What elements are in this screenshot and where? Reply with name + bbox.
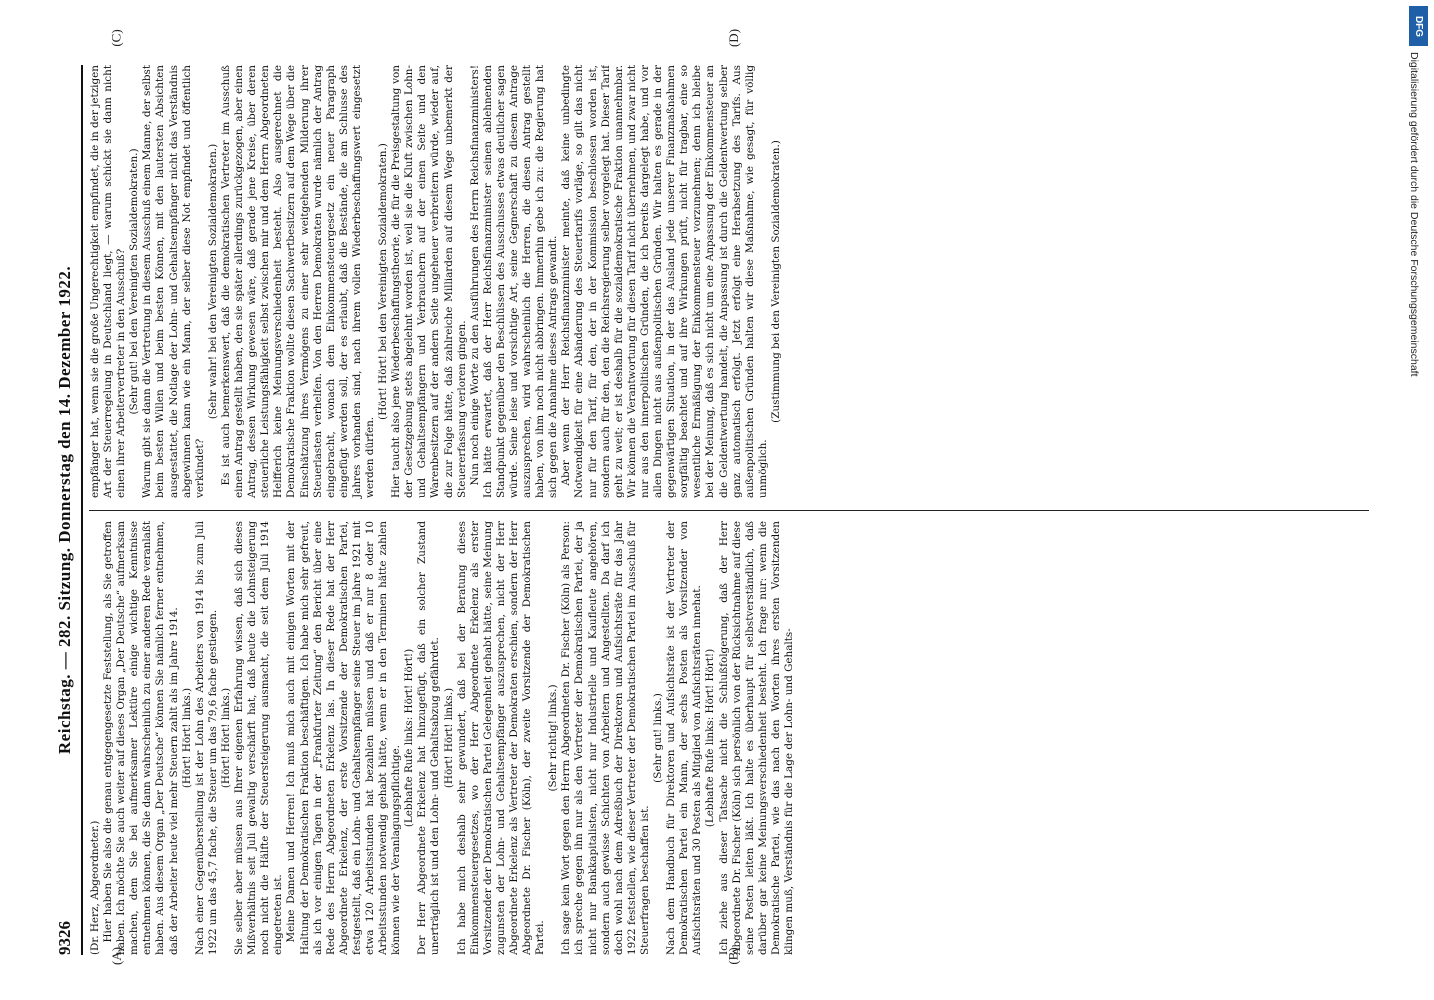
margin-letter-d: (D) — [726, 28, 742, 48]
text-columns — [89, 65, 1369, 955]
paragraph: Nach dem Handbuch für Direktoren und Aufsichtsräte ist der Vertreter der Demokratischen Partei ein Mann, der sechs Posten als Vorsitzender von Aufsichtsräten und 30 Posten als Mitglied von Aufsichtsräten innehat. — [665, 521, 704, 955]
interjection: (Sehr gut! bei den Vereinigten Sozialdemokraten.) — [128, 148, 141, 415]
paragraph: Ich ziehe aus dieser Tatsache nicht die Schlußfolgerung, daß der Herr Abgeordnete Dr. Fischer (Köln) sich persönlich von der Rücksichtnahme auf diese seine Posten leiten läßt. Ich halte es überhaupt für selbstverständlich, daß darüber gar keine Meinungsverschiedenheit besteht. Ich frage nur: wenn die Demokratische Partei, wie das nach den Worten ihres ersten Vorsitzenden klingen muß, Verständnis für die Lage der Lohn- und Gehalts- — [717, 521, 795, 955]
header-rule — [81, 65, 83, 955]
paragraph: Sie selber aber müssen aus Ihrer eigenen Erfahrung wissen, daß sich dieses Mißverhältnis seit Juli gewaltig verschärft hat, daß heute die Lohnsteigerung noch nicht die Hälfte der Steuersteigerung ausmacht, die seit dem Juli 1914 eingetreten ist. — [233, 521, 285, 955]
speaker-line: (Dr. Herz, Abgeordneter.) — [89, 820, 101, 955]
interjection: (Hört! Hört! links.) — [219, 687, 232, 789]
document-page — [45, 35, 1405, 985]
header-title: Reichstag. — 282. Sitzung. Donnerstag den 14. Dezember 1922. — [55, 265, 74, 755]
paragraph: Warum gibt sie dann die Vertretung in diesem Ausschuß einem Manne, der selbst beim besten Willen und beim besten Können, mit den lautersten Absichten ausgestattet, die Notlage der Lohn- und Gehaltsempfänger nicht das Verständnis abgewinnen kann wie ein Mann, der selber diese Not empfindet und öffentlich verkündet? — [141, 65, 206, 498]
dfg-logo: DFG — [1409, 6, 1428, 46]
paragraph: Aber wenn der Herr Reichsfinanzminister meinte, daß keine unbedingte Notwendigkeit für eine Abänderung des Steuertarifs vorläge, so gilt das nicht nur für den Tarif, für den, der in der Kommission beschlossen worden ist, sondern auch für den, den die Reichsregierung selber vorgelegt hat. Dieser Tarif geht zu weit; er ist deshalb für die sozialdemokratische Fraktion unannehmbar. Wir können die Verantwortung für diesen Tarif nicht übernehmen, und zwar nicht nur aus den innerpolitischen Gründen, die ich bereits dargelegt habe, und vor allen Dingen nicht aus außenpolitischen Gründen. Wir halten es gerade in der gegenwärtigen Situation, in der das Ausland jede unserer Finanzmaßnahmen sorgfältig beachtet und auf ihre Wirkungen prüft, nicht für tragbar, eine so wesentliche Ermäßigung der Einkommensteuer vorzunehmen; denn ich bleibe bei der Meinung, daß es sich nicht um eine Anpassung der Einkommensteuer an die Geldentwertung handelt, die Anpassung ist durch die Geldentwertung selber ganz automatisch erfolgt. Jetzt erfolgt eine Herabsetzung des Tarifs. Aus außenpolitischen Gründen halten wir diese Maßnahme, wie gesagt, für völlig unmöglich. — [560, 65, 769, 498]
dfg-credit-strip — [1406, 0, 1434, 1000]
paragraph: Ich habe mich deshalb sehr gewundert, daß bei der Beratung dieses Einkommensteuergesetzes, wo der Herr Abgeordnete Erkelenz als erster Vorsitzender der Demokratischen Partei Gelegenheit gehabt hätte, seine Meinung zugunsten der Lohn- und Gehaltsempfänger auszusprechen, nicht der Herr Abgeordnete Erkelenz als Vertreter der Demokraten erschien, sondern der Herr Abgeordnete Dr. Fischer (Köln), der zweite Vorsitzende der Demokratischen Partei. — [455, 521, 547, 955]
page-number: 9326 — [55, 921, 74, 955]
paragraph: empfänger hat, wenn sie die große Ungerechtigkeit empfindet, die in der jetzigen Art der Steuerregelung in Deutschland liegt, — warum schickt sie dann nicht einen ihrer Arbeitervertreter in den Ausschuß? — [89, 65, 128, 498]
paragraph: Nun noch einige Worte zu den Ausführungen des Herrn Reichsfinanzministers! Ich hätte erwartet, daß der Herr Reichsfinanzminister seinen ablehnenden Standpunkt gegenüber den Beschlüssen des Ausschusses etwas deutlicher sagen würde. Seine leise und vorsichtige Art, seine Gegnerschaft zu diesem Antrage auszusprechen, wird wahrscheinlich die Herren, die diesen Antrag gestellt haben, von ihm noch nicht abbringen. Immerhin gebe ich zu: die Regierung hat sich gegen die Annahme dieses Antrags gewandt. — [468, 65, 560, 498]
right-column — [89, 65, 1369, 510]
interjection: (Zustimmung bei den Vereinigten Sozialdemokraten.) — [769, 140, 782, 423]
dfg-credit-text: Digitalisierung gefördert durch die Deutsche Forschungsgemeinschaft — [1408, 52, 1420, 377]
page-header — [55, 65, 79, 955]
interjection: (Hört! Hört! links.) — [442, 687, 455, 789]
margin-letter-b: (B) — [725, 947, 741, 965]
interjection: (Hört! Hört! links.) — [180, 687, 193, 789]
paragraph: Hier haben Sie also die genau entgegengesetzte Feststellung, als Sie getroffen haben. Ich möchte Sie auch weiter auf dieses Organ „Der Deutsche“ aufmerksam machen, dem Sie bei aufmerksamer Lektüre einige wichtige Kenntnisse entnehmen können, die Sie dann wahrscheinlich zu einer anderen Rede veranlaßt haben. Aus diesem Organ „Der Deutsche“ können Sie nämlich ferner entnehmen, daß der Arbeiter heute viel mehr Steuern zahlt als im Jahre 1914. — [102, 521, 180, 955]
interjection: (Sehr wahr! bei den Vereinigten Sozialdemokraten.) — [206, 143, 219, 420]
interjection: (Sehr gut! links.) — [652, 693, 665, 783]
margin-letter-c: (C) — [108, 29, 124, 47]
paragraph: Der Herr Abgeordnete Erkelenz hat hinzugefügt, daß ein solcher Zustand unerträglich ist und den Lohn- und Gehaltsabzug gefährdet. — [416, 521, 442, 955]
interjection: (Sehr richtig! links.) — [547, 684, 560, 792]
left-column — [89, 510, 1369, 955]
paragraph: Ich sage kein Wort gegen den Herrn Abgeordneten Dr. Fischer (Köln) als Person: ich spreche gegen ihn nur als den Vertreter der Demokratischen Partei, der ja nicht nur Bankkapitalisten, nicht nur Industrielle und Kaufleute angehören, sondern auch gewisse Schichten von Arbeitern und Angestellten. Da darf ich doch wohl nach dem Adreßbuch der Direktoren und Aufsichtsräte für das Jahr 1922 feststellen, wie dieser Vertreter der Demokratischen Partei im Ausschuß für Steuerfragen beschaffen ist. — [560, 521, 651, 955]
interjection: (Lebhafte Rufe links: Hört! Hört!) — [704, 648, 717, 828]
paragraph: Nach einer Gegenüberstellung ist der Lohn des Arbeiters von 1914 bis zum Juli 1922 um das 45,7 fache, die Steuer um das 79,6 fache gestiegen. — [193, 521, 219, 955]
paragraph: Es ist auch bemerkenswert, daß die demokratischen Vertreter im Ausschuß einen Antrag gestellt haben, den sie später allerdings zurückgezogen, aber einen Antrag, dessen Wirkung gewesen wäre, daß gerade jene Kreise, über deren steuerliche Leistungsfähigkeit selbst zwischen mir und dem Herrn Abgeordneten Helfferich keine Meinungsverschiedenheit besteht. Also ausgerechnet die Demokratische Fraktion wollte diesen Sachwertbesitzern auf dem Wege über die Einschätzung ihres Vermögens zu einer sehr weitgehenden Milderung ihrer Steuerlasten verhelfen. Von den Herren Demokraten wurde nämlich der Antrag eingebracht, wonach dem Einkommensteuergesetz ein neuer Paragraph eingefügt werden soll, der es erlaubt, daß die Bestände, die am Schlusse des Jahres vorhanden sind, nach ihrem vollen Wiederbeschaffungswert eingesetzt werden dürfen. — [219, 65, 376, 498]
margin-letter-a: (A) — [109, 946, 125, 966]
interjection: (Lebhafte Rufe links: Hört! Hört!) — [403, 648, 416, 828]
paragraph: Hier taucht also jene Wiederbeschaffungstheorie, die für die Preisgestaltung von der Gesetzgebung stets abgelehnt worden ist, weil sie die Kluft zwischen Lohn- und Gehaltsempfängern und Verbrauchern auf der einen Seite und den Warenbesitzern auf der andern Seite ungeheuer verbreitern würde, wieder auf, die zur Folge hätte, daß zahlreiche Milliarden auf diesem Wege unbemerkt der Steuererfassung verloren gingen. — [390, 65, 468, 498]
paragraph: Meine Damen und Herren! Ich muß mich auch mit einigen Worten mit der Haltung der Demokratischen Fraktion beschäftigen. Ich habe mich sehr gefreut, als ich vor einigen Tagen in der „Frankfurter Zeitung“ den Bericht über eine Rede des Herrn Abgeordneten Erkelenz las. In dieser Rede hat der Herr Abgeordnete Erkelenz, der erste Vorsitzende der Demokratischen Partei, festgestellt, daß ein Lohn- und Gehaltsempfänger seine Steuer im Jahre 1921 mit etwa 120 Arbeitsstunden hat bezahlen müssen und daß er nur 8 oder 10 Arbeitsstunden notwendig gehabt hätte, wenn er in den Terminen hätte zahlen können wie der Veranlagungspflichtige. — [285, 521, 403, 955]
interjection: (Hört! Hört! bei den Vereinigten Sozialdemokraten.) — [377, 143, 390, 420]
